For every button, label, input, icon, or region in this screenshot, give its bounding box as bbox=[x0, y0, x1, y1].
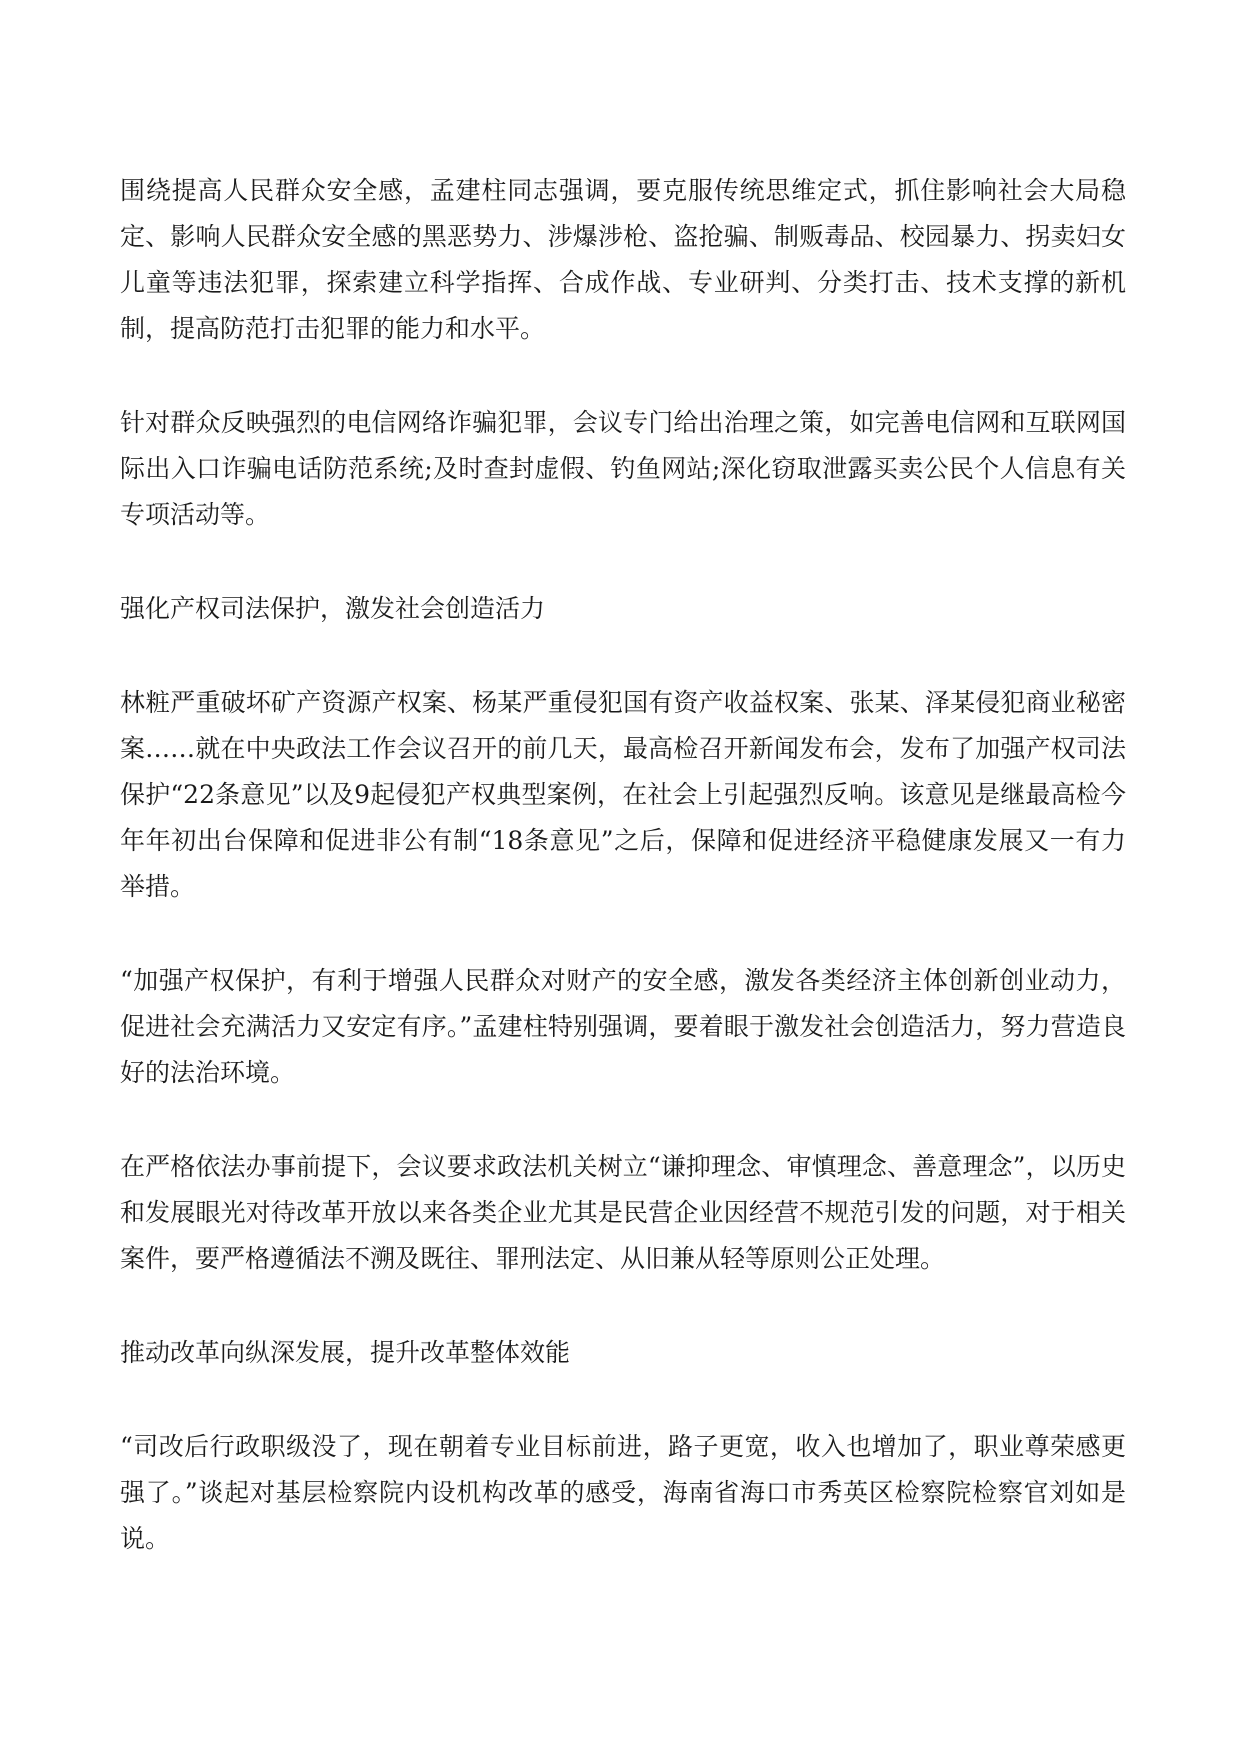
paragraph-security: 围绕提高人民群众安全感，孟建柱同志强调，要克服传统思维定式，抓住影响社会大局稳定、影响人民群众安全感的黑恶势力、涉爆涉枪、盗抢骗、制贩毒品、校园暴力、拐卖妇女儿童等违法犯罪，探索建立科学指挥、合成作战、专业研判、分类打击、技术支撑的新机制，提高防范打击犯罪的能力和水平。 bbox=[120, 176, 1126, 343]
article-body bbox=[120, 168, 1126, 1610]
paragraph-telecom-fraud: 针对群众反映强烈的电信网络诈骗犯罪，会议专门给出治理之策，如完善电信网和互联网国际出入口诈骗电话防范系统;及时查封虚假、钓鱼网站;深化窃取泄露买卖公民个人信息有关专项活动等。 bbox=[120, 408, 1126, 529]
paragraph-property-cases: 林粧严重破坏矿产资源产权案、杨某严重侵犯国有资产收益权案、张某、泽某侵犯商业秘密案……就在中央政法工作会议召开的前几天，最高检召开新闻发布会，发布了加强产权司法保护“22条意见”以及9起侵犯产权典型案例，在社会上引起强烈反响。该意见是继最高检今年年初出台保障和促进非公有制“18条意见”之后，保障和促进经济平稳健康发展又一有力举措。 bbox=[120, 688, 1126, 901]
paragraph-property-quote: “加强产权保护，有利于增强人民群众对财产的安全感，激发各类经济主体创新创业动力，促进社会充满活力又安定有序。”孟建柱特别强调，要着眼于激发社会创造活力，努力营造良好的法治环境。 bbox=[120, 966, 1126, 1087]
paragraph-reform-quote: “司改后行政职级没了，现在朝着专业目标前进，路子更宽，收入也增加了，职业尊荣感更强了。”谈起对基层检察院内设机构改革的感受，海南省海口市秀英区检察院检察官刘如是说。 bbox=[120, 1432, 1126, 1553]
section-heading-property-rights: 强化产权司法保护，激发社会创造活力 bbox=[120, 594, 546, 623]
section-heading-reform: 推动改革向纵深发展，提升改革整体效能 bbox=[120, 1338, 571, 1367]
paragraph-legal-principles: 在严格依法办事前提下，会议要求政法机关树立“谦抑理念、审慎理念、善意理念”，以历史和发展眼光对待改革开放以来各类企业尤其是民营企业因经营不规范引发的问题，对于相关案件，要严格遵循法不溯及既往、罪刑法定、从旧兼从轻等原则公正处理。 bbox=[120, 1152, 1126, 1273]
